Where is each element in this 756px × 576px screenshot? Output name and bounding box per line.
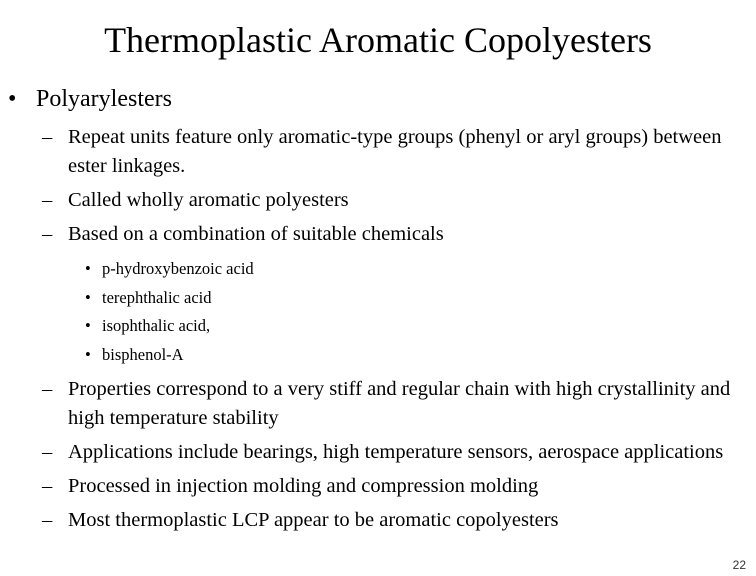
sub-bullet-text: Processed in injection molding and compression molding — [68, 475, 539, 497]
dot-marker: • — [85, 344, 91, 364]
slide-title: Thermoplastic Aromatic Copolyesters — [104, 20, 652, 60]
sub-bullet-lcp — [42, 506, 754, 535]
bullet-polyarylesters — [8, 84, 172, 114]
chemical-text: p-hydroxybenzoic acid — [102, 259, 254, 278]
dash-marker: – — [42, 509, 53, 531]
dash-marker: – — [42, 475, 53, 497]
sub-bullet-properties — [42, 375, 754, 433]
sub-bullet-text: Based on a combination of suitable chemicals — [68, 223, 444, 245]
chemical-list — [42, 255, 754, 369]
dash-marker: – — [42, 378, 53, 400]
sub-bullet-text: Most thermoplastic LCP appear to be aromatic copolyesters — [68, 509, 559, 531]
dash-marker: – — [42, 441, 53, 463]
sub-bullet-chemicals — [42, 220, 754, 249]
sub-bullet-list — [42, 123, 754, 540]
sub-bullet-processing — [42, 472, 754, 501]
slide-number: 22 — [732, 558, 746, 572]
chemical-text: isophthalic acid, — [102, 316, 211, 335]
sub-bullet-text: Repeat units feature only aromatic-type groups (phenyl or aryl groups) between ester linkages. — [68, 126, 722, 177]
chemical-item — [42, 312, 754, 341]
sub-bullet-repeat-units — [42, 123, 754, 181]
dash-marker: – — [42, 126, 53, 148]
chemical-text: bisphenol-A — [102, 344, 184, 364]
chemical-text: terephthalic acid — [102, 287, 212, 307]
bullet-marker: • — [8, 86, 17, 112]
dash-marker: – — [42, 223, 53, 245]
chemical-item — [42, 284, 754, 313]
sub-bullet-text: Applications include bearings, high temperature sensors, aerospace applications — [68, 441, 724, 463]
sub-bullet-applications — [42, 438, 754, 467]
bullet-text: Polyarylesters — [36, 86, 172, 112]
dash-marker: – — [42, 189, 53, 211]
chemical-item — [42, 255, 754, 284]
dot-marker: • — [85, 259, 91, 278]
sub-bullet-text: Called wholly aromatic polyesters — [68, 189, 349, 211]
sub-bullet-text: Properties correspond to a very stiff and regular chain with high crystallinity and high temperature stability — [68, 378, 731, 429]
sub-bullet-wholly-aromatic — [42, 186, 754, 215]
chemical-item — [42, 341, 754, 370]
dot-marker: • — [85, 287, 91, 307]
dot-marker: • — [85, 316, 91, 335]
